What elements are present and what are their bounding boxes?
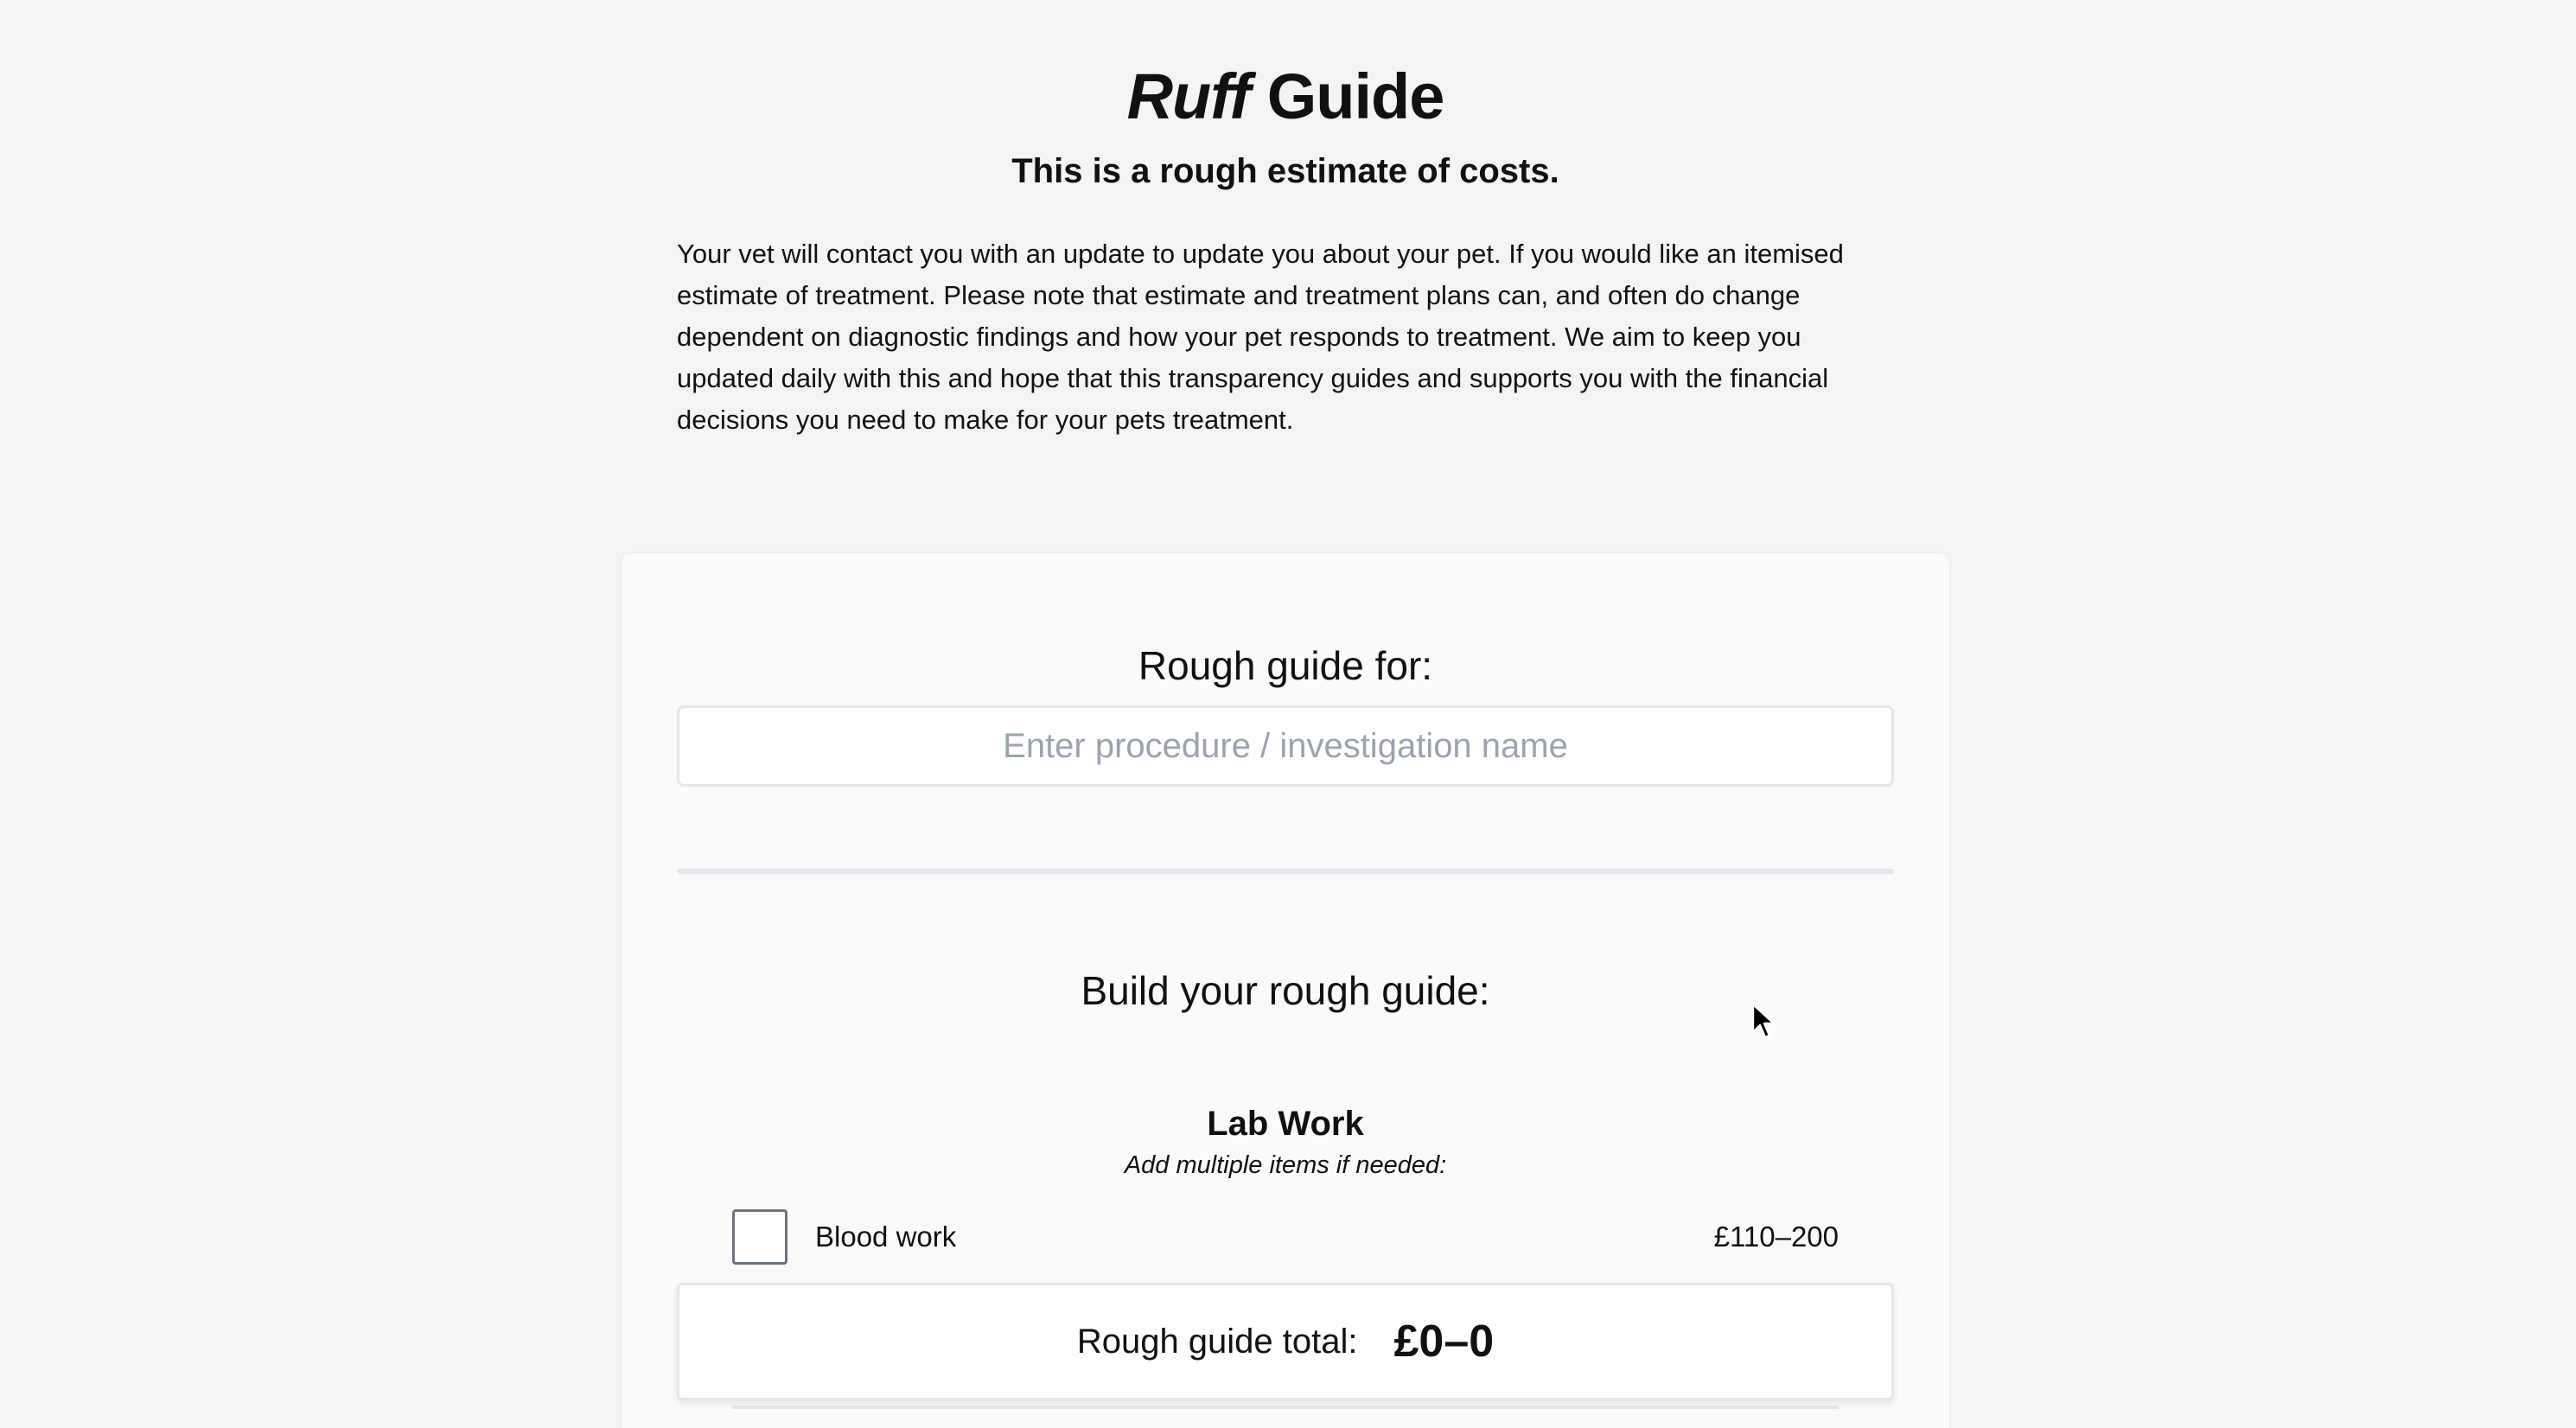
mouse-pointer-icon (1751, 1003, 1776, 1041)
item-price: £110–200 (1713, 1221, 1839, 1253)
header (677, 52, 1894, 435)
guide-for-heading: Rough guide for: (1138, 643, 1433, 688)
intro-paragraph: Your vet will contact you with an update to update you about your pet. If you would like an itemised estimate of treatment. Please note that estimate and treatment plans can, and often do change dependent on diagnostic findings and how your pet responds to treatment. We aim to keep you updated daily with this and hope that this transparency guides and supports you with the financial decisions you need to make for your pets treatment. (677, 239, 1844, 435)
page-subtitle: This is a rough estimate of costs. (1011, 152, 1559, 190)
blood-work-checkbox[interactable] (732, 1209, 787, 1265)
row-divider (732, 1406, 1839, 1409)
list-item-blood-work[interactable] (732, 1208, 1839, 1265)
section-divider (677, 869, 1894, 874)
app-title-brand: Ruff (1126, 61, 1251, 132)
total-value: £0–0 (1393, 1316, 1495, 1367)
total-bar (677, 1283, 1894, 1400)
build-guide-heading: Build your rough guide: (1081, 968, 1490, 1013)
lab-work-hint: Add multiple items if needed: (1124, 1151, 1447, 1179)
item-label: Blood work (815, 1221, 957, 1253)
procedure-name-input[interactable] (677, 705, 1894, 787)
total-label: Rough guide total: (1076, 1323, 1358, 1361)
lab-work-title: Lab Work (1207, 1105, 1364, 1143)
app-title-rest: Guide (1250, 61, 1444, 132)
estimate-card (622, 553, 1949, 1428)
app-title (677, 52, 1894, 142)
